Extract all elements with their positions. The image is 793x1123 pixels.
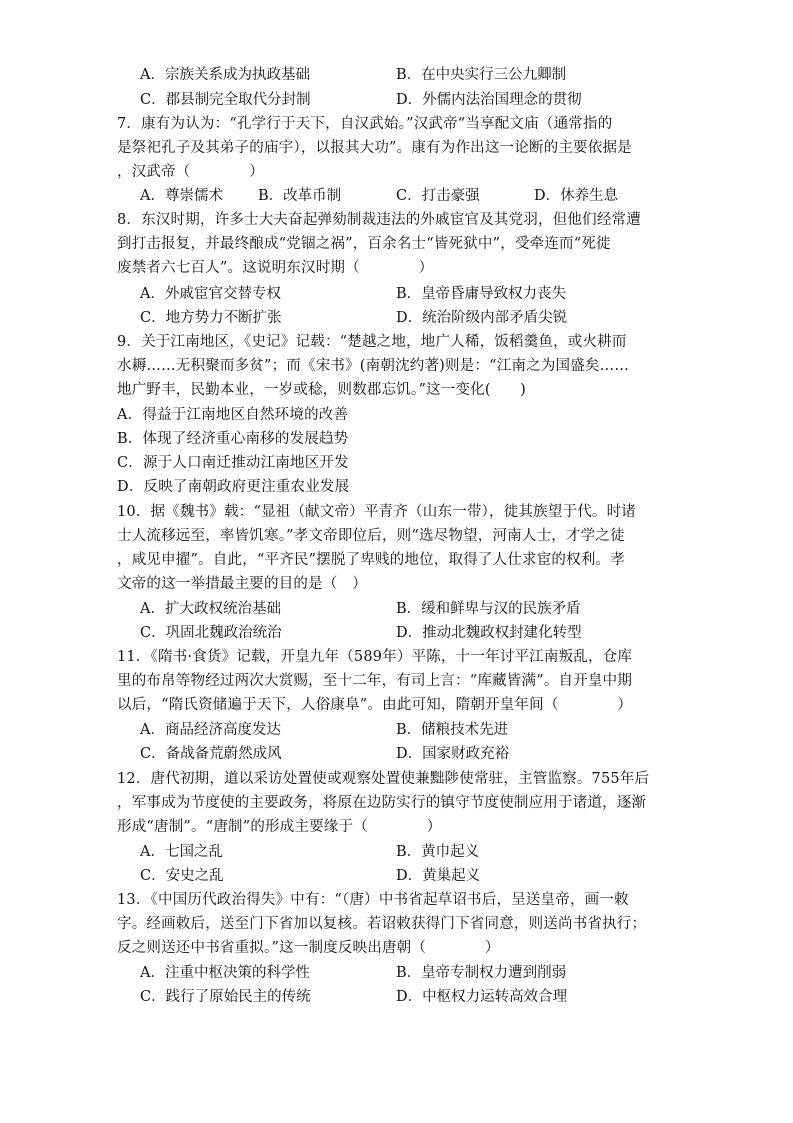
q13-stem-line-3: 反之则送还中书省重拟。”这一制度反映出唐朝（ ）	[117, 940, 500, 956]
q9-option-d: D．反映了南朝政府更注重农业发展	[117, 479, 350, 495]
q8-option-b: B．皇帝昏庸导致权力丧失	[396, 286, 567, 302]
q8-options-row-1	[140, 282, 660, 306]
q7-options-row	[140, 184, 660, 208]
q12-option-d: D．黄巢起义	[396, 868, 481, 884]
q10-stem-line-1: 10．据《魏书》载：“显祖（献文帝）平青齐（山东一带），徙其族望于代。时诸	[117, 504, 637, 520]
q9-option-c: C．源于人口南迁推动江南地区开发	[117, 455, 349, 471]
q9-option-b: B．体现了经济重心南移的发展趋势	[117, 431, 349, 447]
q12-options-row-2	[140, 864, 660, 888]
q8-stem-line-1: 8．东汉时期，许多士大夫奋起弹劾制裁违法的外戚宦官及其党羽，但他们经常遭	[117, 212, 641, 228]
q7-stem-line-2: 是祭祀孔子及其弟子的庙宇），以报其大功”。康有为作出这一论断的主要依据是	[117, 140, 632, 156]
q11-option-b: B．储粮技术先进	[396, 722, 509, 738]
q12-option-c: C．安史之乱	[140, 868, 224, 884]
q11-option-a: A．商品经济高度发达	[140, 722, 281, 738]
q6-option-d: D．外儒内法治国理念的贯彻	[396, 92, 582, 108]
q10-stem-line-3: ，咸见申擢”。自此，“平齐民”摆脱了卑贱的地位，取得了人仕求宦的权利。孝	[117, 552, 625, 568]
q10-option-a: A．扩大政权统治基础	[140, 601, 281, 617]
q6-options-row-1	[140, 63, 660, 87]
q6-option-c: C．郡县制完全取代分封制	[140, 92, 311, 108]
q9-stem-line-3: 地广野丰，民勤本业，一岁或稔，则数郡忘饥。”这一变化( )	[117, 382, 526, 398]
q11-option-d: D．国家财政充裕	[396, 746, 510, 762]
q8-option-d: D．统治阶级内部矛盾尖锐	[396, 310, 568, 326]
q13-stem-line-2: 字。经画敕后，送至门下省加以复核。若诏敕获得门下省同意，则送尚书省执行；	[117, 916, 647, 932]
q12-options-row-1	[140, 840, 660, 864]
q7-option-c: C．打击豪强	[396, 188, 480, 204]
q11-option-c: C．备战备荒蔚然成风	[140, 746, 282, 762]
q8-stem-line-3: 废禁者六七百人”。这说明东汉时期（ ）	[117, 260, 434, 276]
q12-stem-line-2: ，军事成为节度使的主要政务，将原在边防实行的镇守节度使制应用于诸道，逐渐	[117, 795, 647, 811]
q8-option-c: C．地方势力不断扩张	[140, 310, 282, 326]
q6-option-b: B．在中央实行三公九卿制	[396, 67, 567, 83]
q10-option-d: D．推动北魏政权封建化转型	[396, 625, 582, 641]
q7-stem-line-3: ，汉武帝（ ）	[117, 164, 264, 180]
q9-option-a: A．得益于江南地区自然环境的改善	[117, 407, 349, 423]
q10-options-row-2	[140, 621, 660, 645]
q7-option-d: D．休养生息	[534, 188, 619, 204]
q10-stem-line-4: 文帝的这一举措最主要的目的是（ ）	[117, 576, 367, 592]
q12-option-b: B．黄巾起义	[396, 844, 480, 860]
q6-option-a: A．宗族关系成为执政基础	[140, 67, 310, 83]
q7-option-a: A．尊崇儒术	[140, 188, 223, 204]
q9-stem-line-2: 水耨……无积聚而多贫”；而《宋书》(南朝沈约著)则是：“江南之为国盛矣……	[117, 358, 630, 374]
q12-stem-line-3: 形成“唐制”。“唐制”的形成主要缘于（ ）	[117, 819, 442, 835]
q11-options-row-1	[140, 718, 660, 742]
q9-stem-line-1: 9．关于江南地区，《史记》记载：“楚越之地，地广人稀，饭稻羹鱼，或火耕而	[117, 334, 627, 350]
q10-option-b: B．缓和鲜卑与汉的民族矛盾	[396, 601, 581, 617]
q7-stem-line-1: 7．康有为认为：“孔学行于天下，自汉武始。”汉武帝“当享配文庙（通常指的	[117, 116, 613, 132]
q11-options-row-2	[140, 742, 660, 766]
q13-options-row-2	[140, 985, 660, 1009]
q6-options-row-2	[140, 88, 660, 112]
q13-option-d: D．中枢权力运转高效合理	[396, 989, 568, 1005]
q13-options-row-1	[140, 961, 660, 985]
q11-stem-line-2: 里的布帛等物经过两次大赏赐，至十二年，有司上言：“库藏皆满”。自开皇中期	[117, 673, 633, 689]
q13-option-c: C．践行了原始民主的传统	[140, 989, 311, 1005]
q11-stem-line-1: 11．《隋书·食货》记载，开皇九年（589年）平陈，十一年讨平江南叛乱，仓库	[117, 649, 633, 665]
q8-options-row-2	[140, 306, 660, 330]
q12-option-a: A．七国之乱	[140, 844, 223, 860]
q10-stem-line-2: 士人流移远至，率皆饥寒。”孝文帝即位后，则“选尽物望，河南人士，才学之徒	[117, 528, 625, 544]
q11-stem-line-3: 以后，“隋氏资储遍于天下，人俗康阜”。由此可知，隋朝开皇年间（ ）	[117, 697, 633, 713]
q10-options-row-1	[140, 597, 660, 621]
q7-option-b: B．改革币制	[258, 188, 342, 204]
q8-option-a: A．外戚宦官交替专权	[140, 286, 281, 302]
q13-option-a: A．注重中枢决策的科学性	[140, 965, 310, 981]
q8-stem-line-2: 到打击报复，并最终酿成“党锢之祸”，百余名士“皆死狱中”，受牵连而“死徙	[117, 236, 611, 252]
q10-option-c: C．巩固北魏政治统治	[140, 625, 282, 641]
q12-stem-line-1: 12．唐代初期，道以采访处置使或观察处置使兼黜陟使常驻，主管监察。755年后	[117, 771, 650, 787]
q13-stem-line-1: 13．《中国历代政治得失》中有：“（唐）中书省起草诏书后，呈送皇帝，画一敕	[117, 892, 629, 908]
q13-option-b: B．皇帝专制权力遭到削弱	[396, 965, 567, 981]
